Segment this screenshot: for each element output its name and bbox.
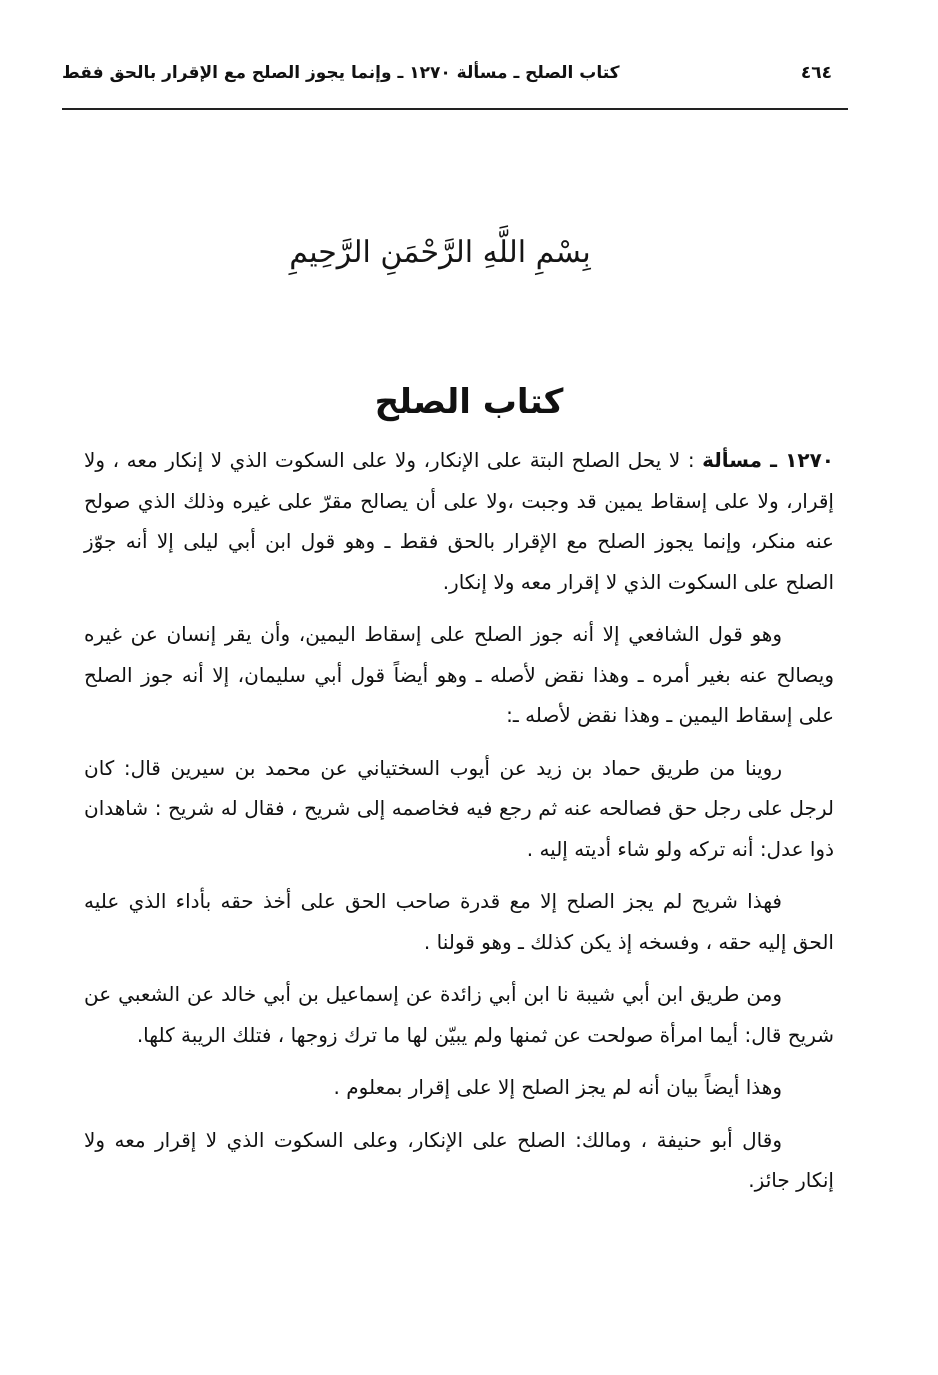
paragraph: وهو قول الشافعي إلا أنه جوز الصلح على إسقاط اليمين، وأن يقر إنسان عن غيره ويصالح عنه بغير أمره ـ وهذا نقض لأصله ـ وهو أيضاً قول أبي سليمان، إلا أنه جوز الصلح على إسقاط اليمين ـ وهذا نقض لأصله ـ: <box>84 622 834 727</box>
chapter-title: كتاب الصلح <box>374 382 564 422</box>
paragraph: وهذا أيضاً بيان أنه لم يجز الصلح إلا على إقرار بمعلوم . <box>333 1075 782 1099</box>
page-body <box>84 440 834 1213</box>
issue-label: ١٢٧٠ ـ مسألة <box>702 448 834 472</box>
paragraph: روينا من طريق حماد بن زيد عن أيوب السختياني عن محمد بن سيرين قال: كان لرجل على رجل حق فصالحه عنه ثم رجع فيه فخاصمه إلى شريح ، فقال له شريح : شاهدان ذوا عدل: أنه تركه ولو شاء أديته إليه . <box>84 755 834 861</box>
header-divider <box>62 108 848 110</box>
issue-paragraph <box>84 440 834 602</box>
paragraph: ومن طريق ابن أبي شيبة نا ابن أبي زائدة عن إسماعيل بن أبي خالد عن الشعبي عن شريح قال: أيما امرأة صولحت عن ثمنها ولم يبيّن لها ما ترك زوجها ، فتلك الريبة كلها. <box>84 982 834 1047</box>
running-header <box>62 52 832 94</box>
issue-text: : لا يحل الصلح البتة على الإنكار، ولا على السكوت الذي لا إنكار معه ، ولا إقرار، ولا على إسقاط يمين قد وجبت ،ولا على أن يصالح مقرّ على غيره وذلك الذي صولح عنه منكر، وإنما يجوز الصلح مع الإقرار بالحق فقط ـ وهو قول ابن أبي ليلى إلا أنه جوّز الصلح على السكوت الذي لا إقرار معه ولا إنكار. <box>84 448 834 594</box>
running-title: كتاب الصلح ـ مسألة ١٢٧٠ ـ وإنما يجوز الصلح مع الإقرار بالحق فقط <box>62 63 620 83</box>
basmala-calligraphy: بِسْمِ اللَّهِ الرَّحْمَنِ الرَّحِيمِ <box>289 235 591 270</box>
paragraph: وقال أبو حنيفة ، ومالك: الصلح على الإنكار، وعلى السكوت الذي لا إقرار معه ولا إنكار جائز. <box>84 1127 834 1192</box>
page-number: ٤٦٤ <box>800 63 832 83</box>
paragraph: فهذا شريح لم يجز الصلح إلا مع قدرة صاحب الحق على أخذ حقه بأداء الذي عليه الحق إليه حقه ، وفسخه إذ يكن كذلك ـ وهو قولنا . <box>84 889 834 954</box>
